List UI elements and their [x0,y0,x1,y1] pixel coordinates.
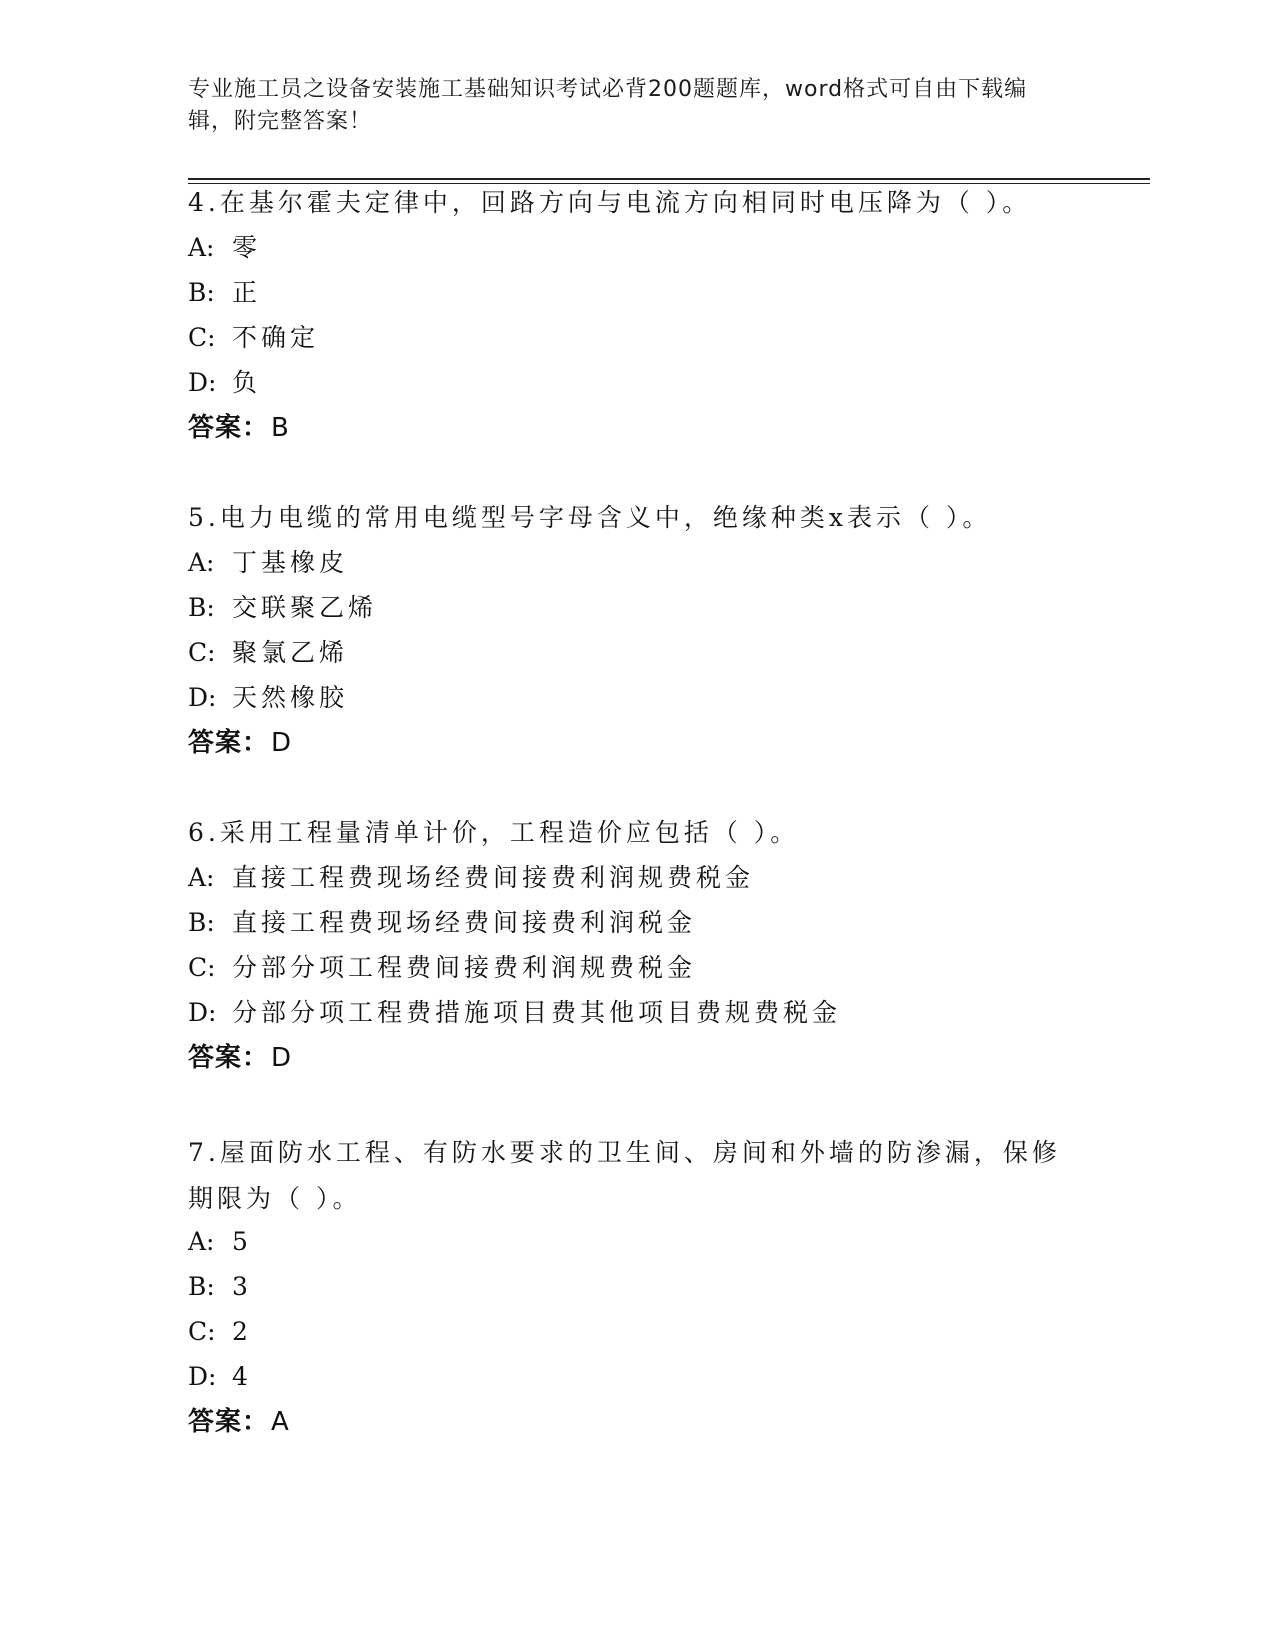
option-letter: C: [188,953,216,982]
option-letter: A: [188,233,215,262]
option-letter: D: [188,1362,217,1391]
option-text: 天然橡胶 [232,683,349,712]
option-letter: C: [188,638,216,667]
answer-label: 答案： [188,413,270,443]
option-c [188,952,1088,997]
option-text: 零 [232,233,262,262]
option-text: 丁基橡皮 [232,548,349,577]
option-a [188,232,1088,277]
question-block [188,817,1088,1074]
option-letter: C: [188,323,216,352]
option-text: 直接工程费现场经费间接费利润规费税金 [232,863,755,892]
option-a [188,547,1088,592]
answer-value: A [271,1407,290,1437]
option-text: 分部分项工程费间接费利润规费税金 [232,953,697,982]
option-c [188,637,1088,682]
option-letter: B: [188,278,215,307]
answer-value: D [271,728,293,758]
answer-line [188,727,1088,759]
option-text: 3 [232,1272,252,1301]
answer-line [188,1406,1088,1438]
document-header: 专业施工员之设备安装施工基础知识考试必背200题题库，word格式可自由下载编辑，附完整答案！ [188,77,1028,134]
question-block [188,502,1088,759]
option-letter: D: [188,683,217,712]
option-b [188,592,1088,637]
option-text: 聚氯乙烯 [232,638,349,667]
option-letter: B: [188,908,215,937]
option-c [188,1316,1088,1361]
option-letter: D: [188,998,217,1027]
option-text: 直接工程费现场经费间接费利润税金 [232,908,697,937]
option-letter: A: [188,1227,215,1256]
option-text: 交联聚乙烯 [232,593,378,622]
option-c [188,322,1088,367]
option-letter: D: [188,368,217,397]
option-text: 分部分项工程费措施项目费其他项目费规费税金 [232,998,842,1027]
option-a [188,862,1088,907]
option-letter: A: [188,863,215,892]
option-b [188,1271,1088,1316]
question-stem: 7.屋面防水工程、有防水要求的卫生间、房间和外墙的防渗漏，保修期限为（ ）。 [188,1138,1061,1213]
answer-label: 答案： [188,728,270,758]
option-letter: A: [188,548,215,577]
option-letter: B: [188,593,215,622]
option-d [188,997,1088,1042]
option-b [188,907,1088,952]
answer-label: 答案： [188,1043,270,1073]
answer-value: B [271,413,290,443]
question-block [188,1137,1088,1438]
option-text: 不确定 [232,323,320,352]
option-b [188,277,1088,322]
option-text: 负 [232,368,262,397]
option-letter: B: [188,1272,215,1301]
header-divider-thick [188,178,1150,180]
question-stem: 4.在基尔霍夫定律中，回路方向与电流方向相同时电压降为（ ）。 [188,188,1032,217]
option-d [188,682,1088,727]
option-letter: C: [188,1317,216,1346]
option-d [188,367,1088,412]
question-stem: 6.采用工程量清单计价，工程造价应包括（ ）。 [188,818,800,847]
option-text: 4 [232,1362,252,1391]
question-stem: 5.电力电缆的常用电缆型号字母含义中，绝缘种类x表示（ ）。 [188,503,992,532]
answer-label: 答案： [188,1407,270,1437]
option-text: 2 [232,1317,252,1346]
option-d [188,1361,1088,1406]
answer-line [188,1042,1088,1074]
option-text: 正 [232,278,262,307]
header-divider-thin [188,183,1150,184]
option-a [188,1226,1088,1271]
option-text: 5 [232,1227,252,1256]
answer-line [188,412,1088,444]
answer-value: D [271,1043,293,1073]
question-block [188,187,1088,444]
